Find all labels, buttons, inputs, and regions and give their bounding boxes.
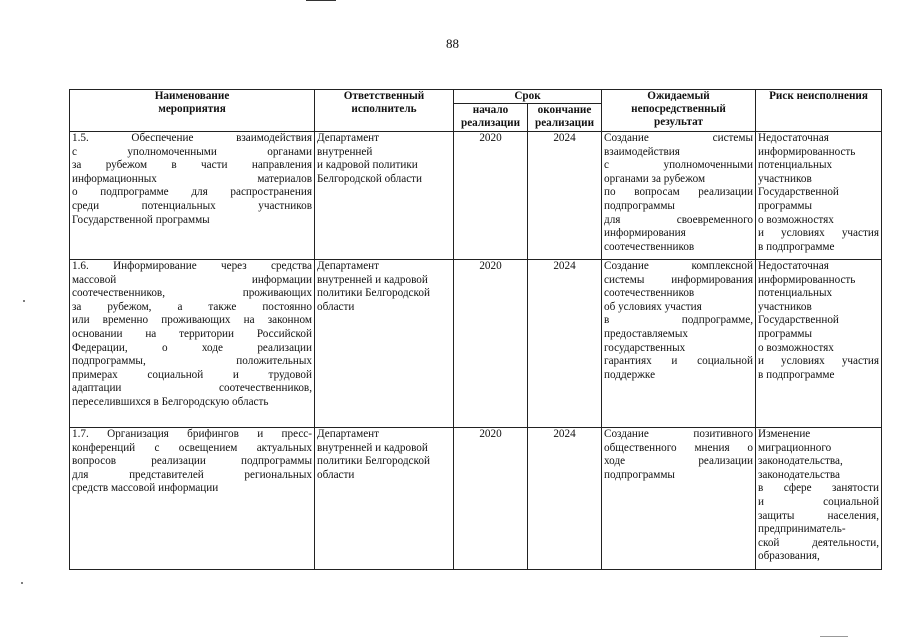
responsible-cell bbox=[315, 260, 454, 428]
expected-result-cell-line: для своевременного bbox=[604, 213, 753, 226]
measure-name-cell-line: соотечественников, проживающих bbox=[72, 287, 312, 300]
risk-cell-line: Государственной bbox=[758, 314, 839, 327]
header-result: Ожидаемый непосредственный результат bbox=[602, 90, 756, 132]
expected-result-cell-line: подпрограммы bbox=[604, 199, 675, 212]
expected-result-cell-line: предоставляемых bbox=[604, 327, 688, 340]
responsible-line: внутренней и кадровой bbox=[317, 273, 428, 286]
expected-result-cell-line: в подпрограмме, bbox=[604, 314, 753, 327]
responsible-line: Департамент bbox=[317, 132, 380, 144]
header-term: Срок bbox=[454, 90, 602, 104]
risk-cell-line: миграционного bbox=[758, 441, 832, 454]
risk-cell-line: законодательства, bbox=[758, 455, 843, 468]
responsible-line: области bbox=[317, 300, 355, 313]
risk-cell-line: о возможностях bbox=[758, 341, 834, 354]
expected-result-cell-line: общественного мнения о bbox=[604, 441, 753, 454]
measure-name-cell-line: адаптации соотечественников, bbox=[72, 382, 312, 395]
measure-name-cell-line: за рубежом в части направления bbox=[72, 159, 312, 172]
measure-name-cell-line: переселившихся в Белгородскую область bbox=[72, 395, 269, 408]
responsible-line: политики Белгородской bbox=[317, 455, 430, 468]
measure-name-cell-line: 1.5. Обеспечение взаимодействия bbox=[72, 132, 312, 144]
expected-result-cell-line: взаимодействия bbox=[604, 145, 680, 158]
risk-cell-line: Недостаточная bbox=[758, 260, 829, 272]
risk-cell-line: участников bbox=[758, 172, 812, 185]
responsible-line: внутренней и кадровой bbox=[317, 441, 428, 454]
expected-result-cell-line: государственных bbox=[604, 341, 686, 354]
measure-name-cell bbox=[70, 132, 315, 260]
measure-name-cell-line: Государственной программы bbox=[72, 213, 210, 226]
risk-cell-line: образования, bbox=[758, 550, 820, 563]
table-row bbox=[70, 132, 882, 260]
risk-cell-line: ской деятельности, bbox=[758, 536, 879, 549]
risk-cell-line: и условиях участия bbox=[758, 355, 879, 368]
responsible-cell bbox=[315, 132, 454, 260]
responsible-line: Белгородской области bbox=[317, 172, 423, 185]
expected-result-cell bbox=[602, 260, 756, 428]
risk-cell-line: в сфере занятости bbox=[758, 482, 879, 495]
scan-artifact-line bbox=[820, 636, 848, 637]
page-number: 88 bbox=[446, 36, 459, 51]
risk-cell-line: программы bbox=[758, 199, 812, 212]
start-year-cell: 2020 bbox=[454, 260, 528, 428]
header-responsible: Ответственный исполнитель bbox=[315, 90, 454, 132]
expected-result-cell-line: ходе реализации bbox=[604, 455, 753, 468]
measure-name-cell-line: для представителей региональных bbox=[72, 468, 312, 481]
measure-name-cell-line: массовой информации bbox=[72, 273, 312, 286]
expected-result-cell bbox=[602, 132, 756, 260]
expected-result-cell-line: гарантиях и социальной bbox=[604, 355, 753, 368]
responsible-line: внутренней bbox=[317, 145, 373, 158]
risk-cell-line: информированность bbox=[758, 145, 856, 158]
responsible-cell bbox=[315, 428, 454, 570]
measure-name-cell-line: с уполномоченными органами bbox=[72, 145, 312, 158]
scan-artifact-dot bbox=[23, 300, 25, 302]
expected-result-cell-line: по вопросам реализации bbox=[604, 186, 753, 199]
risk-cell-line: информированность bbox=[758, 273, 856, 286]
end-year-cell: 2024 bbox=[528, 428, 602, 570]
risk-cell-line: Изменение bbox=[758, 428, 811, 440]
risk-cell-line: в подпрограмме bbox=[758, 368, 835, 381]
risk-cell-line: Государственной bbox=[758, 186, 839, 199]
measure-name-cell-line: основании на территории Российской bbox=[72, 327, 312, 340]
expected-result-cell-line: соотечественников bbox=[604, 287, 695, 300]
measure-name-cell-line: примерах социальной и трудовой bbox=[72, 368, 312, 381]
responsible-line: области bbox=[317, 468, 355, 481]
expected-result-cell-line: подпрограммы bbox=[604, 468, 675, 481]
expected-result-cell-line: информирования bbox=[604, 227, 686, 240]
scan-artifact-line bbox=[306, 0, 336, 1]
risk-cell-line: потенциальных bbox=[758, 287, 833, 300]
expected-result-cell bbox=[602, 428, 756, 570]
risk-cell-line: участников bbox=[758, 300, 812, 313]
risk-cell-line: Недостаточная bbox=[758, 132, 829, 144]
expected-result-cell-line: с уполномоченными bbox=[604, 159, 753, 172]
measure-name-cell bbox=[70, 428, 315, 570]
measure-name-cell-line: или временно проживающих на законном bbox=[72, 314, 312, 327]
measure-name-cell-line: 1.7. Организация брифингов и пресс- bbox=[72, 428, 312, 440]
measure-name-cell-line: подпрограммы, положительных bbox=[72, 355, 312, 368]
expected-result-cell-line: Создание системы bbox=[604, 132, 753, 144]
end-year-cell: 2024 bbox=[528, 132, 602, 260]
expected-result-cell-line: об условиях участия bbox=[604, 300, 702, 313]
end-year-cell: 2024 bbox=[528, 260, 602, 428]
risk-cell-line: законодательства bbox=[758, 468, 840, 481]
scan-artifact-dot bbox=[21, 582, 23, 584]
start-year-cell: 2020 bbox=[454, 428, 528, 570]
responsible-line: и кадровой политики bbox=[317, 159, 418, 172]
risk-cell-line: предприниматель- bbox=[758, 523, 846, 536]
risk-cell bbox=[756, 132, 882, 260]
risk-cell-line: защиты населения, bbox=[758, 509, 879, 522]
measure-name-cell-line: вопросов реализации подпрограммы bbox=[72, 455, 312, 468]
expected-result-cell-line: Создание позитивного bbox=[604, 428, 753, 440]
measure-name-cell-line: среди потенциальных участников bbox=[72, 199, 312, 212]
expected-result-cell-line: соотечественников bbox=[604, 240, 695, 253]
measure-name-cell-line: о подпрограмме для распространения bbox=[72, 186, 312, 199]
header-risk: Риск неисполнения bbox=[756, 90, 882, 132]
header-name: Наименование мероприятия bbox=[70, 90, 315, 132]
risk-cell-line: и социальной bbox=[758, 495, 879, 508]
risk-cell bbox=[756, 260, 882, 428]
expected-result-cell-line: Создание комплексной bbox=[604, 260, 753, 272]
risk-cell-line: о возможностях bbox=[758, 213, 834, 226]
risk-cell-line: и условиях участия bbox=[758, 227, 879, 240]
expected-result-cell-line: органами за рубежом bbox=[604, 172, 706, 185]
measure-name-cell bbox=[70, 260, 315, 428]
responsible-line: Департамент bbox=[317, 260, 380, 272]
responsible-line: политики Белгородской bbox=[317, 287, 430, 300]
expected-result-cell-line: поддержке bbox=[604, 368, 656, 381]
measures-table bbox=[69, 89, 882, 570]
risk-cell-line: в подпрограмме bbox=[758, 240, 835, 253]
table-row bbox=[70, 428, 882, 570]
start-year-cell: 2020 bbox=[454, 132, 528, 260]
header-start: начало реализации bbox=[454, 104, 528, 132]
measure-name-cell-line: информационных материалов bbox=[72, 172, 312, 185]
risk-cell bbox=[756, 428, 882, 570]
table-row bbox=[70, 260, 882, 428]
expected-result-cell-line: системы информирования bbox=[604, 273, 753, 286]
risk-cell-line: программы bbox=[758, 327, 812, 340]
header-end: окончание реализации bbox=[528, 104, 602, 132]
responsible-line: Департамент bbox=[317, 428, 380, 440]
measure-name-cell-line: средств массовой информации bbox=[72, 482, 219, 495]
measure-name-cell-line: Федерации, о ходе реализации bbox=[72, 341, 312, 354]
risk-cell-line: потенциальных bbox=[758, 159, 833, 172]
measure-name-cell-line: за рубежом, а также постоянно bbox=[72, 300, 312, 313]
measure-name-cell-line: 1.6. Информирование через средства bbox=[72, 260, 312, 272]
measure-name-cell-line: конференций с освещением актуальных bbox=[72, 441, 312, 454]
